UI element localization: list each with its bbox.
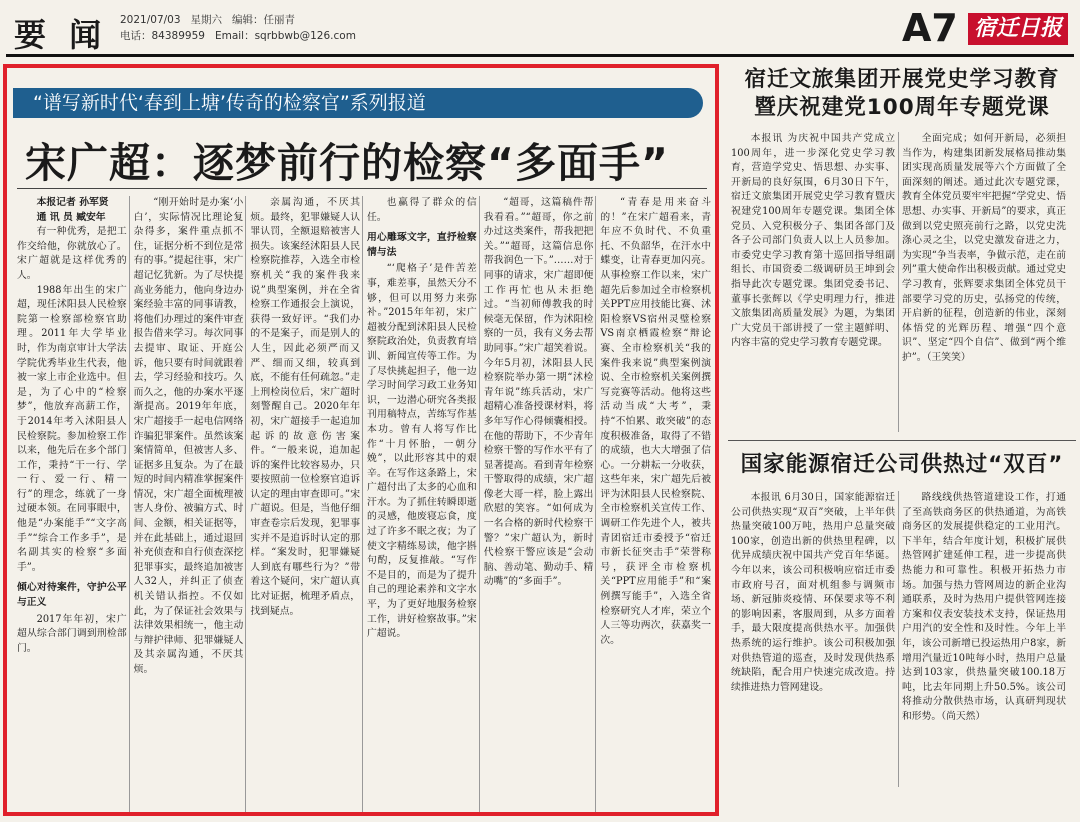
phone: 电话：84389959 (120, 30, 205, 42)
issue-weekday: 星期六 (190, 14, 223, 26)
paragraph: 路线线供热管道建设工作，打通了至高铁商务区的供热通道，为高铁商务区的发展提供稳定的工业用汽。下半年，结合年度计划，积极扩展供热管网扩建延伸工程，进一步提高供热能力和可靠性。积极开拓热力市场。加强与热力管网周边的新企业沟通联系，及时为热用户提供管网连接方案和仪表安装技术支持，保证热用户用汽的安全性和及时性。今年上半年，该公司新增已投运热用户8家，新增用汽量近10吨每小时，热用户总量达到103家，供热量突破100.18万吨，比去年同期上升50.5%。该公司将推动分散供热市场，认真研判现状和形势。（尚天然） (902, 492, 1066, 722)
article-headline (728, 66, 1076, 122)
page-number: A7 (902, 6, 958, 50)
reporter-byline: 本报记者 孙军贤 (36, 197, 109, 208)
newspaper-logo: 宿迁日报 (968, 13, 1068, 45)
article-text-left (728, 132, 898, 432)
article-column-2 (132, 196, 247, 816)
article-column-1 (15, 196, 130, 816)
article-headline: 国家能源宿迁公司供热过“双百” (740, 452, 1064, 477)
section-title: 要 闻 (14, 16, 108, 54)
paragraph: 2017年年初，宋广超从综合部门调到刑检部门。 (17, 613, 127, 654)
series-banner: “谱写新时代‘春到上塘’传奇的检察官”系列报道 (13, 88, 703, 118)
headline-line: 暨庆祝建党100周年专题党课 (754, 95, 1050, 120)
article-column-5 (482, 196, 597, 816)
paragraph: 全面完成；如何开新局，必须担当作为，构建集团新发展格局推动集团实现高质量发展等六个方面做了全面深刻的阐述。通过此次专题党课，教育全体党员要牢牢把握“学党史、悟思想、办实事、开新局”的要求，真正做到以党史照亮前行之路，以党史洗涤心灵之尘，以党史激发奋进之力，为实现“争当表率，争做示范，走在前列”重大使命作出积极贡献。通过党史学习教育，张辉要求集团全体党员干部要学习党的历史，弘扬党的传统，开启新的征程，创造新的伟业，深刻体悟党的光辉历程、增强“四个意识”、坚定“四个自信”、做到“两个维护”。（王笑笑） (902, 133, 1066, 363)
main-headline: 宋广超：逐梦前行的检察“多面手” (25, 139, 669, 187)
article-body (728, 491, 1076, 787)
headline-divider (17, 188, 707, 189)
subheading: 倾心对待案件，守护公平与正义 (17, 582, 127, 609)
issue-date: 2021/07/03 (120, 14, 181, 26)
paragraph: 也赢得了群众的信任。 (367, 197, 477, 223)
paragraph: “刚开始时是办案‘小白’，实际情况比理论复杂得多，案件重点抓不住，证据分析不到位是常有的事。”提起往事，宋广超记忆犹新。为了尽快提高业务能力，他向身边办案经验丰富的同事请教，将他们办理过的案件审查报告借来学习。每次同事去提审、取证、开庭公诉，他只要有时间就跟着去，学习经验和技巧。久而久之，他的办案水平逐渐提高。2019年年底，宋广超接手一起电信网络诈骗犯罪案件。虽然该案案情简单，但被害人多、证据多且复杂。为了在最短的时间内精准掌握案件情况，宋广超全面梳理被害人身份、被骗方式、时间、金额，相关证据等，并在此基础上，通过退回补充侦查和自行侦查深挖犯罪事实，最终追加被害人32人，并纠正了侦查机关错认指控。不仅如此，为了保证社会效果与法律效果相统一，他主动与辩护律师、犯罪嫌疑人及其亲属沟通，不厌其烦。 (133, 197, 244, 675)
article-column-3 (248, 196, 363, 816)
right-column (728, 66, 1076, 816)
correspondent-byline: 通 讯 员 臧安年 (36, 211, 106, 223)
article-text-right (899, 132, 1069, 432)
subheading: 用心雕琢文字，直抒检察情与法 (367, 232, 477, 258)
paragraph: “青春是用来奋斗的！”在宋广超看来，青年应不负时代、不负重托、不负韶华，在汗水中蝶变，让青春更加闪亮。从事检察工作以来，宋广超先后参加过全市检察机关PPT应用技能比赛、沭阳检察VS宿州灵璧检察VS南京栖霞检察“辩论赛、全市检察机关“我的案件我来说”典型案例演说、全市检察机关案例撰写竞赛等活动。他将这些活动当成“大考”，秉持“不怕累、敢突破”的态度积极准备，取得了不错的成绩，也大大增强了信心。一分耕耘一分收获，这些年来，宋广超先后被评为沭阳县人民检察院、全市检察机关宣传工作、调研工作先进个人，被共青团宿迁市委授予“宿迁市新长征突击手”荣誉称号，获评全市检察机关“PPT应用能手”和“案例撰写能手”，入选全省检察研究人才库，荣立个人三等功两次，获嘉奖一次。 (600, 197, 712, 646)
page-header (0, 0, 1080, 60)
highlighted-article (3, 64, 719, 816)
header-rule (6, 54, 1074, 57)
article-column-6 (598, 196, 713, 816)
paragraph: 亲属沟通，不厌其烦。最终，犯罪嫌疑人认罪认罚，全额退赔被害人损失。该案经沭阳县人民检察院推荐，入选全市检察机关“我的案件我来说”典型案例，并在全省检察工作通报会上演说，获得一致好评。“我们办的不是案子，而是别人的人生，因此必须严而又严、细而又细，较真到底，不能有任何疏忽。”走上刑检岗位后，宋广超时刻警醒自己。2020年年初，宋广超接手一起追加起诉的故意伤害案件。“一般来说，追加起诉的案件比较容易办，只要按照前一位检察官追诉认定的理由审查即可。”宋广超说。但是，当他仔细审查卷宗后发现，犯罪事实并不是追诉时认定的那样。“案发时，犯罪嫌疑人到底有哪些行为？”带着这个疑问，宋广超认真比对证据，梳理矛盾点，找到疑点。 (250, 197, 361, 617)
headline-line: 宿迁文旅集团开展党史学习教育 (744, 67, 1060, 92)
paragraph: “超哥，这篇稿件帮我看看。”“超哥，你之前办过这类案件，帮我把把关。”“超哥，这篇信息你帮我润色一下。”……对于同事的请求，宋广超即便工作再忙也从未拒绝过。“当初师傅教我的时候毫无保留，作为沭阳检察的一员，我有义务去帮助同事。”宋广超笑着说。今年5月初，沭阳县人民检察院举办第一期“沭检青年说”练兵活动，宋广超精心准备授课材料，将多年写作心得倾囊相授。在他的帮助下，不少青年检察干警的写作水平有了显著提高。看到青年检察干警取得的成绩，宋广超像老大哥一样，脸上露出欣慰的笑容。“如何成为一名合格的新时代检察干警？”宋广超认为，新时代检察干警应该是“会动脑、善动笔、勤动手、精动嘴”的“多面手”。 (483, 197, 594, 588)
email: Email：sqrbbwb@126.com (214, 30, 356, 42)
paragraph: 1988年出生的宋广超，现任沭阳县人民检察院第一检察部检察官助理。2011年大学毕业时，作为南京审计大学法学院优秀毕业生代表，他被一家上市企业选中。但是，为了心中的“检察梦”，他放弃高薪工作，于2014年考入沭阳县人民检察院。参加检察工作以来，他先后在多个部门工作，秉持“干一行、学一行、爱一行、精一行”的理念，练就了一身过硬本领。在同事眼中，他是“办案能手”“文字高手”“综合工作多手”，是名副其实的检察“多面手”。 (17, 284, 127, 573)
paragraph: 有一种优秀，是把工作交给他，你就放心了。宋广超就是这样优秀的人。 (17, 226, 127, 281)
article-column-4 (365, 196, 480, 816)
paragraph: 本报讯 为庆祝中国共产党成立100周年，进一步深化党史学习教育，营造学党史、悟思想、办实事、开新局的良好氛围，6月30日下午，宿迁文旅集团开展党史学习教育暨庆祝建党100周年专题党课。集团全体党员、入党积极分子、集团各部门及各子公司部门负责人以上人员参加。市委党史学习教育第十巡回指导组副组长、市国资委二级调研员王坤到会指导此次专题党课。集团党委书记、董事长张辉以《学史明理力行，推进文旅集团高质量发展》为题，为集团广大党员干部讲授了一堂主题鲜明、内容丰富的党史学习教育专题党课。 (731, 133, 895, 349)
paragraph: 本报讯 6月30日，国家能源宿迁公司供热实现“双百”突破，上半年供热量突破100万吨，热用户总量突破100家，创造出新的供热里程碑，以优异成绩庆祝中国共产党百年华诞。今年以来，该公司积极响应宿迁市委市政府号召，面对机组参与调频市场、新冠肺炎疫情、环保要求等不利的影响因素，客服周到，从多方面着手，最大限度提高供热水平。加强供热系统的运行维护。该公司积极加强对供热管道的巡查，及时发现供热系统缺陷，配合用户快速完成改造。持续推进热力管网建设。 (731, 492, 895, 693)
article-text-left (728, 491, 898, 787)
section-divider (728, 440, 1076, 441)
issue-info (120, 12, 366, 44)
article-columns (15, 196, 715, 816)
editor: 编辑：任丽青 (232, 14, 296, 26)
article-body (728, 132, 1076, 432)
paragraph: “‘爬格子’是件苦差事，难差事，虽然天分不够，但可以用努力来弥补。”2015年年初，宋广超被分配到沭阳县人民检察院政治处，负责教育培训、新闻宣传等工作。为了尽快挑起担子，他一边学习时间学习政工业务知识，一边潜心研究各类报刊用稿特点，苦练写作基本功。曾有人将写作比作“十月怀胎，一朝分娩”，以此形容其中的艰辛。在写作这条路上，宋广超付出了太多的心血和汗水。为了抓住转瞬即逝的灵感，他废寝忘食，度过了许多不眠之夜；为了使文字精练易读，他字斟句酌，反复推敲。“写作不是目的，而是为了提升自己的理论素养和文字水平，为了更好地服务检察工作，讲好检察故事。”宋广超说。 (367, 263, 477, 640)
article-text-right (899, 491, 1069, 787)
